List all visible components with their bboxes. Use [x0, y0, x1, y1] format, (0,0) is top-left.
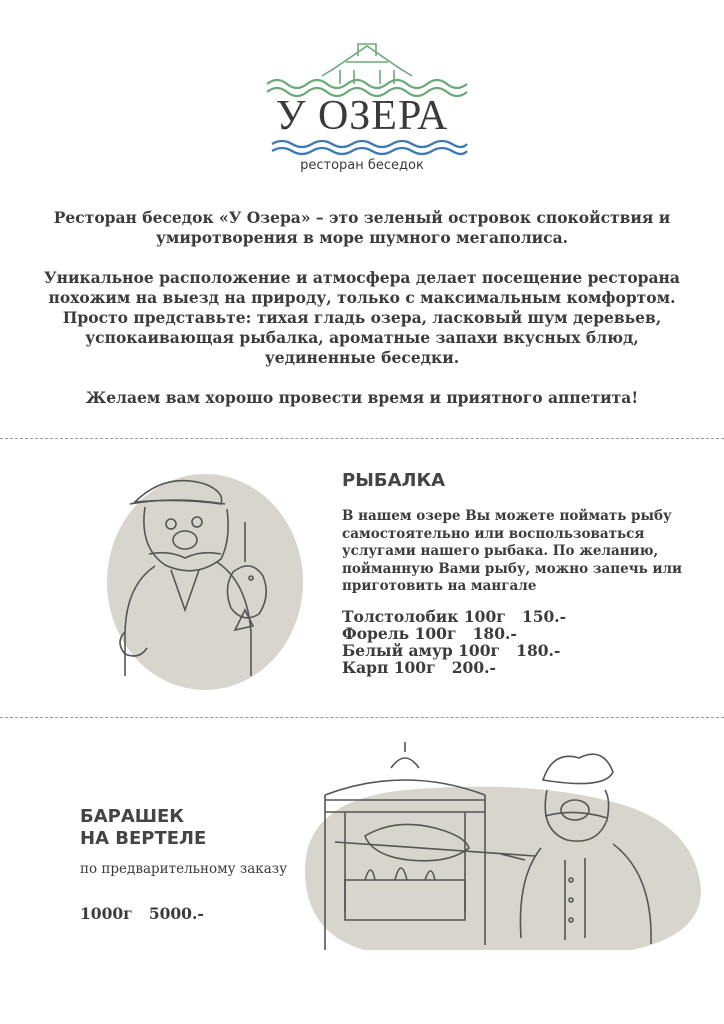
intro-paragraph: Ресторан беседок «У Озера» – это зеленый островок спокойствия и умиротворения в море шумного мегаполиса.: [53, 208, 671, 247]
lamb-note: по предварительному заказу: [80, 861, 288, 877]
price-item: Форель 100г 180.-: [342, 624, 517, 643]
section-divider: [0, 717, 724, 718]
fisherman-illustration: [105, 462, 305, 692]
intro-paragraph: Уникальное расположение и атмосфера делает посещение ресторана похожим на выезд на природу, только с максимальным комфортом. Просто представьте: тихая гладь озера, ласковый шум деревьев, успокаивающая рыбалка, ароматные запахи вкусных блюд, уединенные беседки.: [44, 268, 680, 367]
section-divider: [0, 438, 724, 439]
lamb-title-line: БАРАШЕК: [80, 806, 185, 827]
price-item: Карп 100г 200.-: [342, 658, 496, 677]
intro-paragraph: Желаем вам хорошо провести время и приятного аппетита!: [85, 388, 639, 407]
fishing-description: В нашем озере Вы можете поймать рыбу самостоятельно или воспользоваться услугами нашего рыбака. По желанию, пойманную Вами рыбу, можно запечь или приготовить на мангале: [342, 508, 683, 594]
lamb-title-line: НА ВЕРТЕЛЕ: [80, 828, 207, 849]
price-item: Толстолобик 100г 150.-: [342, 607, 567, 626]
fish-price-list: [342, 608, 702, 676]
chef-roast-illustration: [295, 740, 705, 950]
fishing-title: РЫБАЛКА: [342, 470, 446, 491]
lamb-price: 1000г 5000.-: [80, 904, 204, 923]
intro-text: [40, 208, 684, 428]
price-item: Белый амур 100г 180.-: [342, 641, 561, 660]
brand-name: У ОЗЕРА: [275, 93, 449, 139]
brand-subtitle: ресторан беседок: [300, 158, 424, 173]
lamb-title: [80, 806, 206, 850]
